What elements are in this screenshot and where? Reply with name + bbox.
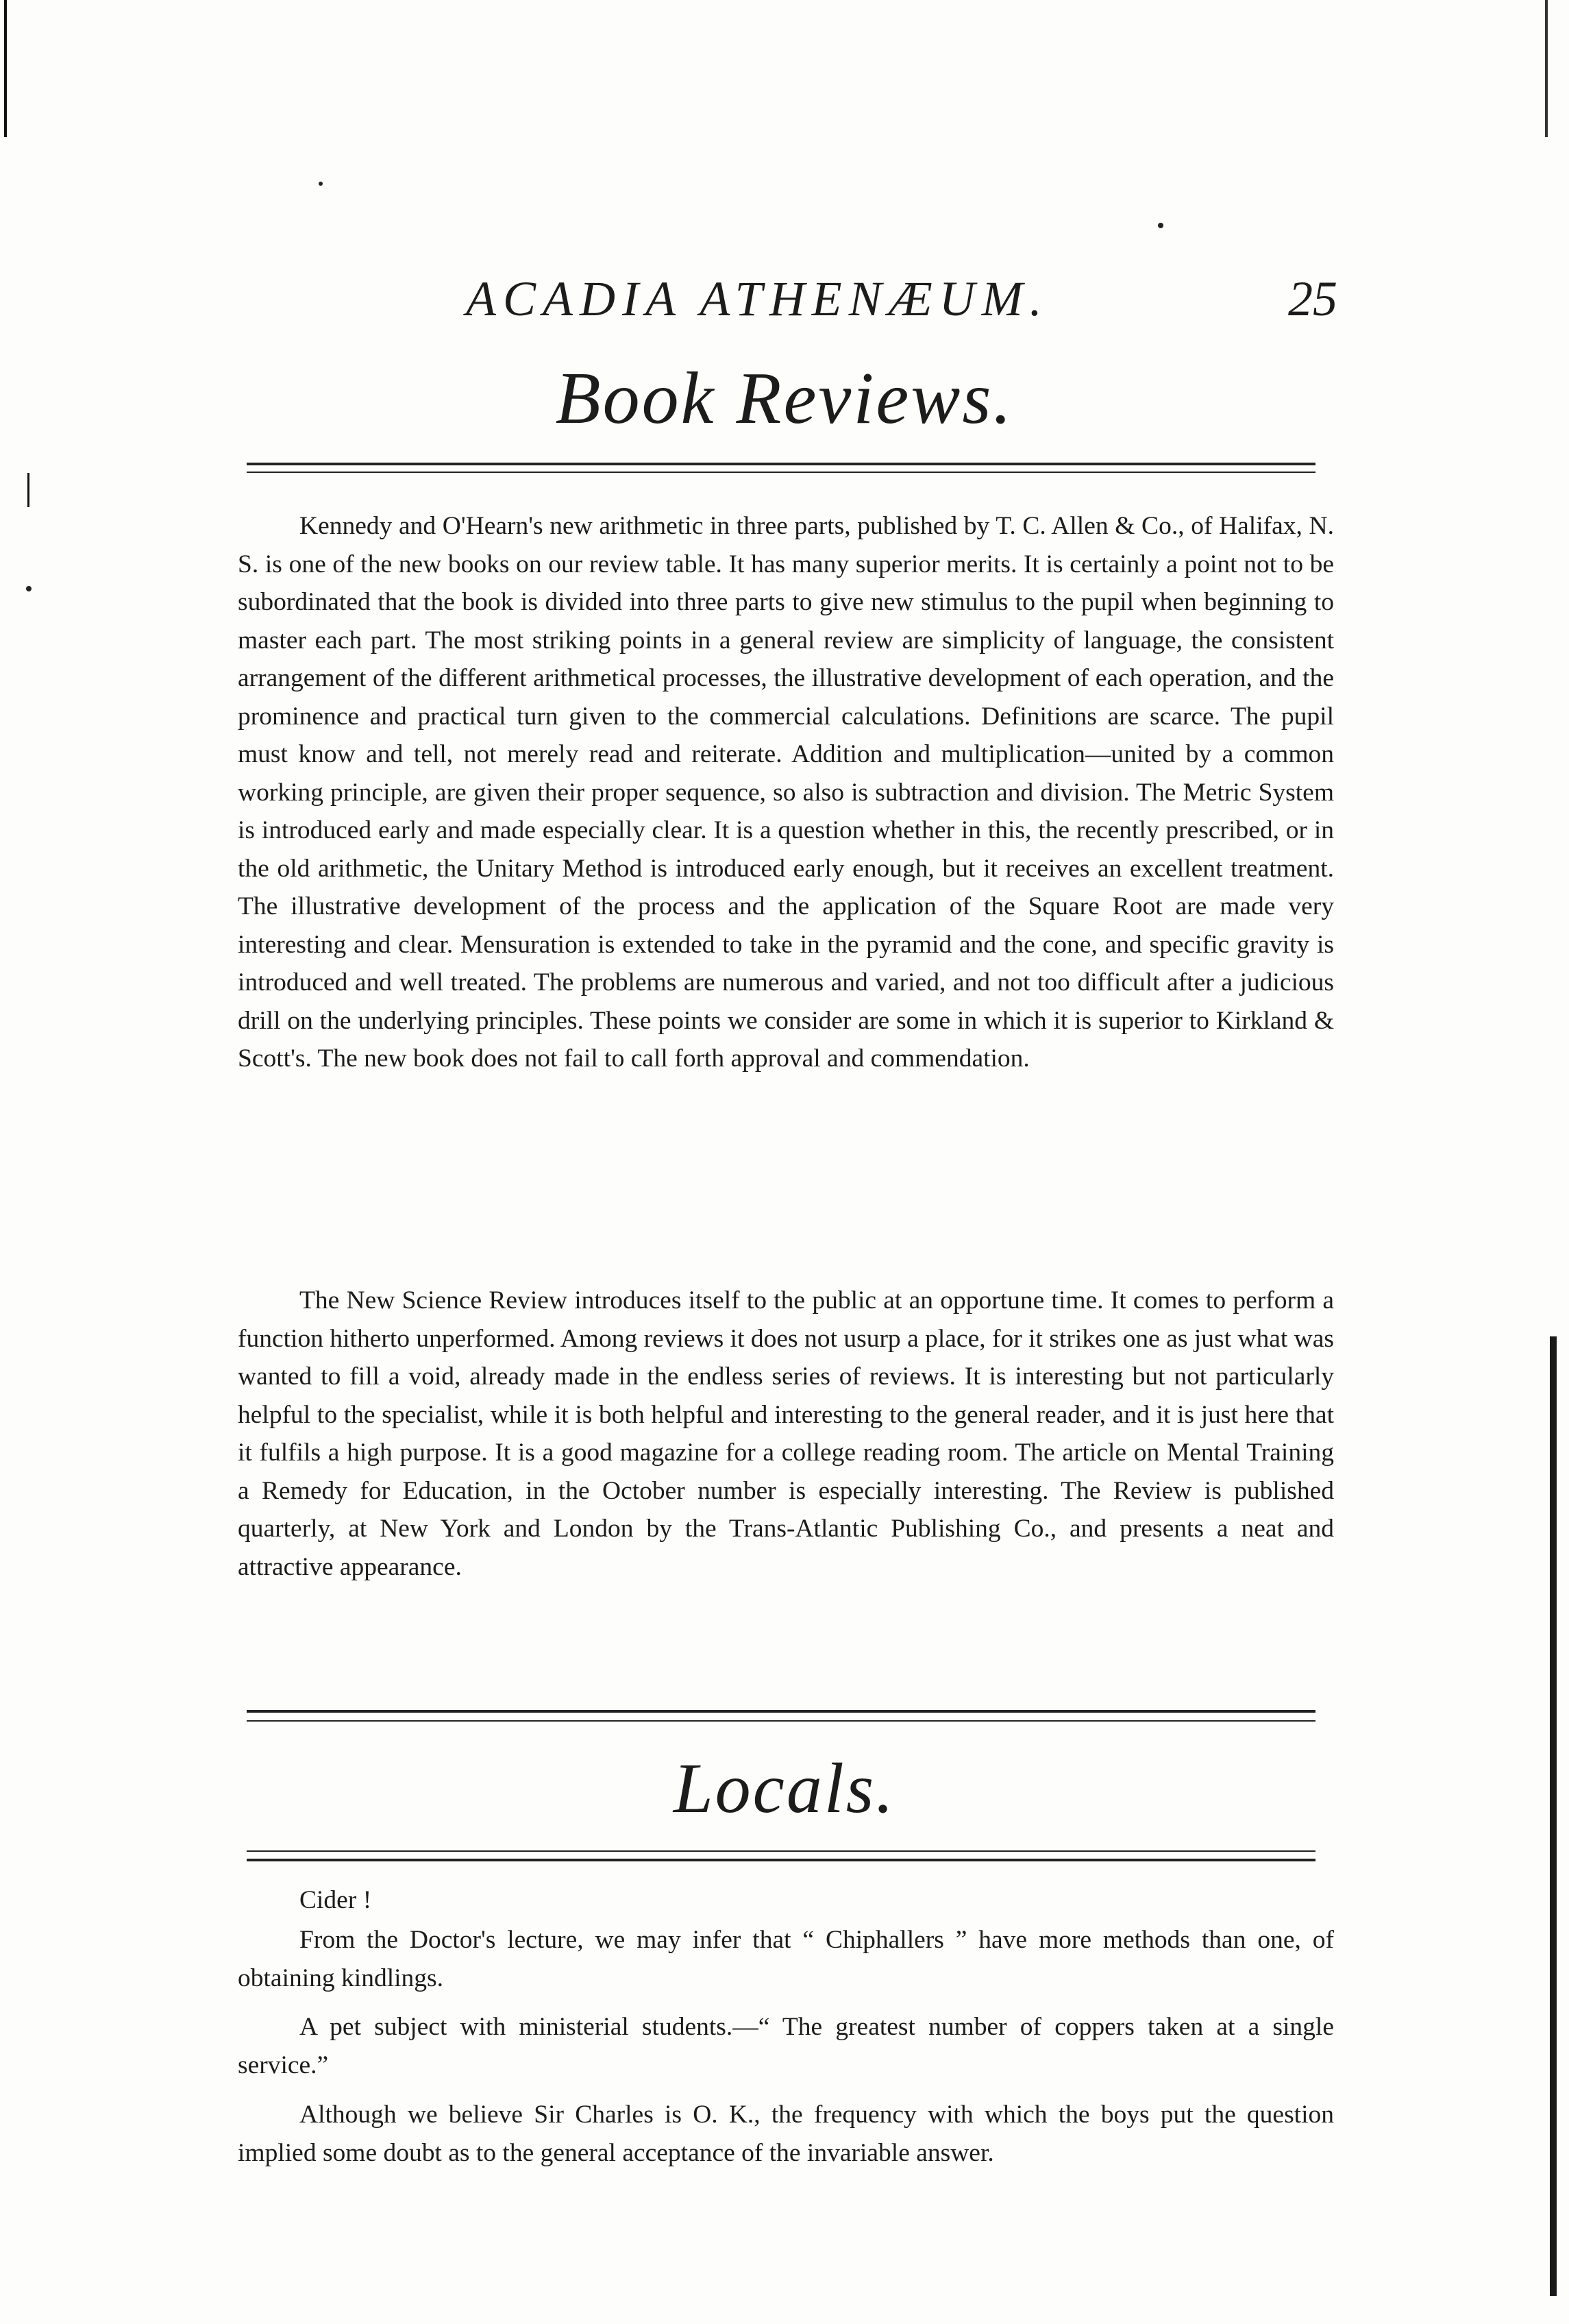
section-divider: [247, 1850, 1315, 1852]
section-divider: [247, 1859, 1315, 1861]
scan-speck: [319, 182, 323, 186]
left-margin-line: [4, 0, 7, 137]
locals-item: Cider !: [299, 1886, 372, 1914]
scan-speck: [26, 586, 32, 591]
section-divider: [247, 463, 1315, 465]
scan-speck: [1158, 223, 1163, 228]
left-margin-mark: [27, 473, 29, 507]
locals-item: From the Doctor's lecture, we may infer that “ Chiphallers ” have more methods than one, of obtaining kindlings.: [238, 1926, 1334, 1992]
locals-heading: Locals.: [673, 1749, 896, 1828]
locals-item: A pet subject with ministerial students.—“ The greatest number of coppers taken at a single service.”: [238, 2013, 1334, 2079]
page-number: 25: [1288, 271, 1337, 326]
section-divider: [247, 1710, 1315, 1713]
review-paragraph-science-review: The New Science Review introduces itself to the public at an opportune time. It comes to perform a function hitherto unperformed. Among reviews it does not usurp a place, for it strikes one as just what was wanted to fill a void, already made in the endless series of reviews. It is interesting but not particularly helpful to the specialist, while it is both helpful and interesting to the general reader, and it is just here that it fulfils a high purpose. It is a good magazine for a college reading room. The article on Mental Training a Remedy for Education, in the October number is especially interesting. The Review is published quarterly, at New York and London by the Trans-Atlantic Publishing Co., and presents a neat and attractive appearance.: [238, 1286, 1334, 1581]
section-divider: [247, 472, 1315, 473]
right-margin-specks: [1545, 0, 1548, 137]
running-head: [0, 271, 1569, 339]
section-divider: [247, 1720, 1315, 1722]
journal-title: ACADIA ATHENÆUM.: [466, 271, 1049, 326]
book-reviews-heading: Book Reviews.: [555, 358, 1014, 439]
review-paragraph-arithmetic: Kennedy and O'Hearn's new arithmetic in three parts, published by T. C. Allen & Co., of Halifax, N. S. is one of the new books on our review table. It has many superior merits. It is certainly a point not to be subordinated that the book is divided into three parts to give new stimulus to the pupil when beginning to master each part. The most striking points in a general review are simplicity of language, the consistent arrangement of the different arithmetical processes, the illustrative development of each operation, and the prominence and practical turn given to the commercial calculations. Definitions are scarce. The pupil must know and tell, not merely read and reiterate. Addition and multiplication—united by a common working principle, are given their proper sequence, so also is subtraction and division. The Metric System is introduced early and made especially clear. It is a question whether in this, the recently prescribed, or in the old arithmetic, the Unitary Method is introduced early enough, but it receives an excellent treatment. The illustrative development of the process and the application of the Square Root are made very interesting and clear. Mensuration is extended to take in the pyramid and the cone, and specific gravity is introduced and well treated. The problems are numerous and varied, and not too difficult after a judicious drill on the underlying principles. These points we consider are some in which it is superior to Kirkland & Scott's. The new book does not fail to call forth approval and commendation.: [238, 512, 1334, 1073]
locals-item: Although we believe Sir Charles is O. K., the frequency with which the boys put the question implied some doubt as to the general acceptance of the invariable answer.: [238, 2101, 1334, 2167]
